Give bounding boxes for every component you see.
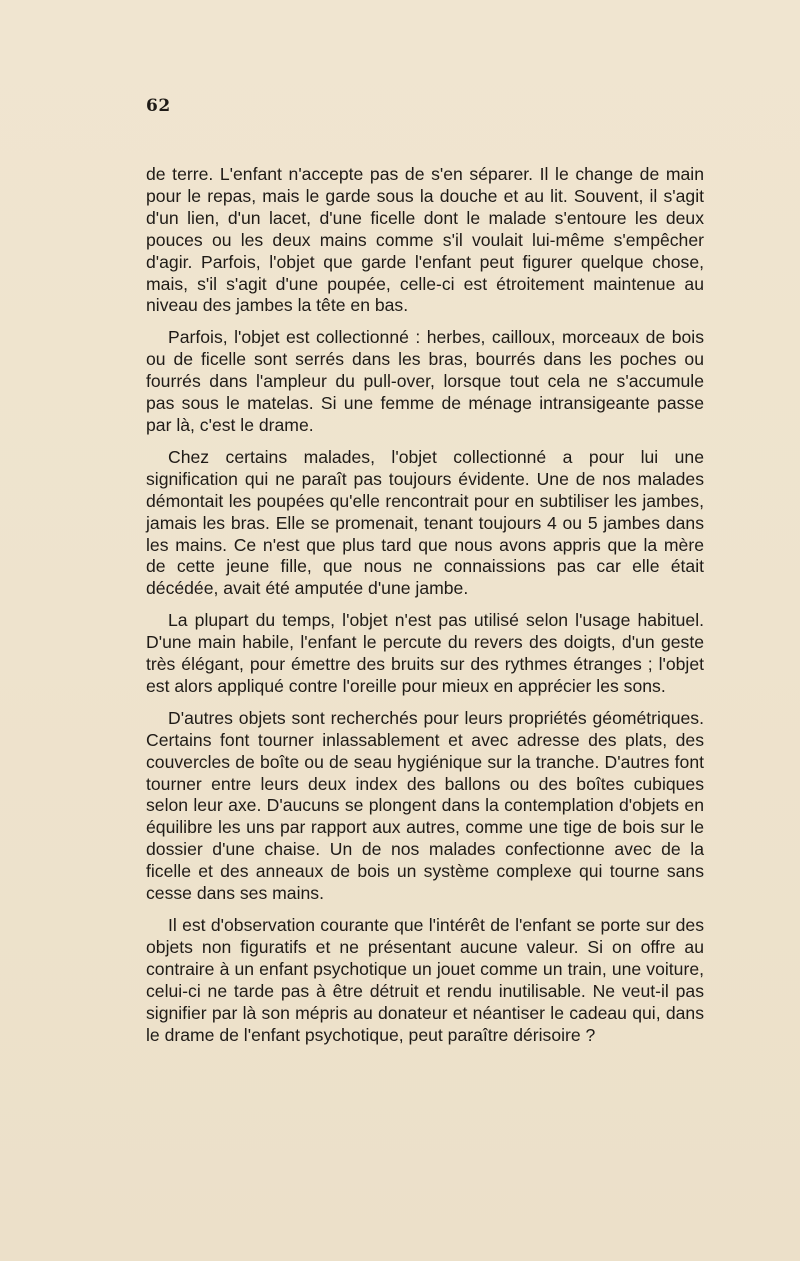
paragraph-5: D'autres objets sont recherchés pour leurs propriétés géométriques. Certains font tourner inlassablement et avec adresse des plats, des couvercles de boîte ou de seau hygiénique sur la tranche. D'autres font tourner entre leurs deux index des ballons ou des boîtes cubiques selon leur axe. D'aucuns se plongent dans la contemplation d'objets en équilibre les uns par rapport aux autres, comme une tige de bois sur le dossier d'une chaise. Un de nos malades confectionne avec de la ficelle et des anneaux de bois un système complexe qui tourne sans cesse dans ses mains.: [146, 707, 704, 904]
paragraph-4: La plupart du temps, l'objet n'est pas utilisé selon l'usage habituel. D'une main habile, l'enfant le percute du revers des doigts, d'un geste très élégant, pour émettre des bruits sur des rythmes étranges ; l'objet est alors appliqué contre l'oreille pour mieux en apprécier les sons.: [146, 610, 704, 696]
paragraph-3: Chez certains malades, l'objet collectionné a pour lui une signification qui ne paraît pas toujours évidente. Une de nos malades démontait les poupées qu'elle rencontrait pour en subtiliser les jambes, jamais les bras. Elle se promenait, tenant toujours 4 ou 5 jambes dans les mains. Ce n'est que plus tard que nous avons appris que la mère de cette jeune fille, que nous ne connaissions pas car elle était décédée, avait été amputée d'une jambe.: [146, 446, 704, 599]
paragraph-6: Il est d'observation courante que l'intérêt de l'enfant se porte sur des objets non figuratifs et ne présentant aucune valeur. Si on offre au contraire à un enfant psychotique un jouet comme un train, une voiture, celui-ci ne tarde pas à être détruit et rendu inutilisable. Ne veut-il pas signifier par là son mépris au donateur et néantiser le cadeau qui, dans le drame de l'enfant psychotique, peut paraître dérisoire ?: [146, 915, 704, 1045]
body-text: [146, 164, 704, 1056]
paragraph-1: de terre. L'enfant n'accepte pas de s'en séparer. Il le change de main pour le repas, mais le garde sous la douche et au lit. Souvent, il s'agit d'un lien, d'un lacet, d'une ficelle dont le malade s'entoure les deux pouces ou les deux mains comme s'il voulait lui-même s'empêcher d'agir. Parfois, l'objet que garde l'enfant peut figurer quelque chose, mais, s'il s'agit d'une poupée, celle-ci est étroitement maintenue au niveau des jambes la tête en bas.: [146, 164, 704, 316]
paragraph-2: Parfois, l'objet est collectionné : herbes, cailloux, morceaux de bois ou de ficelle sont serrés dans les bras, bourrés dans les poches ou fourrés dans l'ampleur du pull-over, lorsque tout cela ne s'accumule pas sous le matelas. Si une femme de ménage intransigeante passe par là, c'est le drame.: [146, 327, 704, 435]
page-number: 62: [146, 96, 171, 116]
